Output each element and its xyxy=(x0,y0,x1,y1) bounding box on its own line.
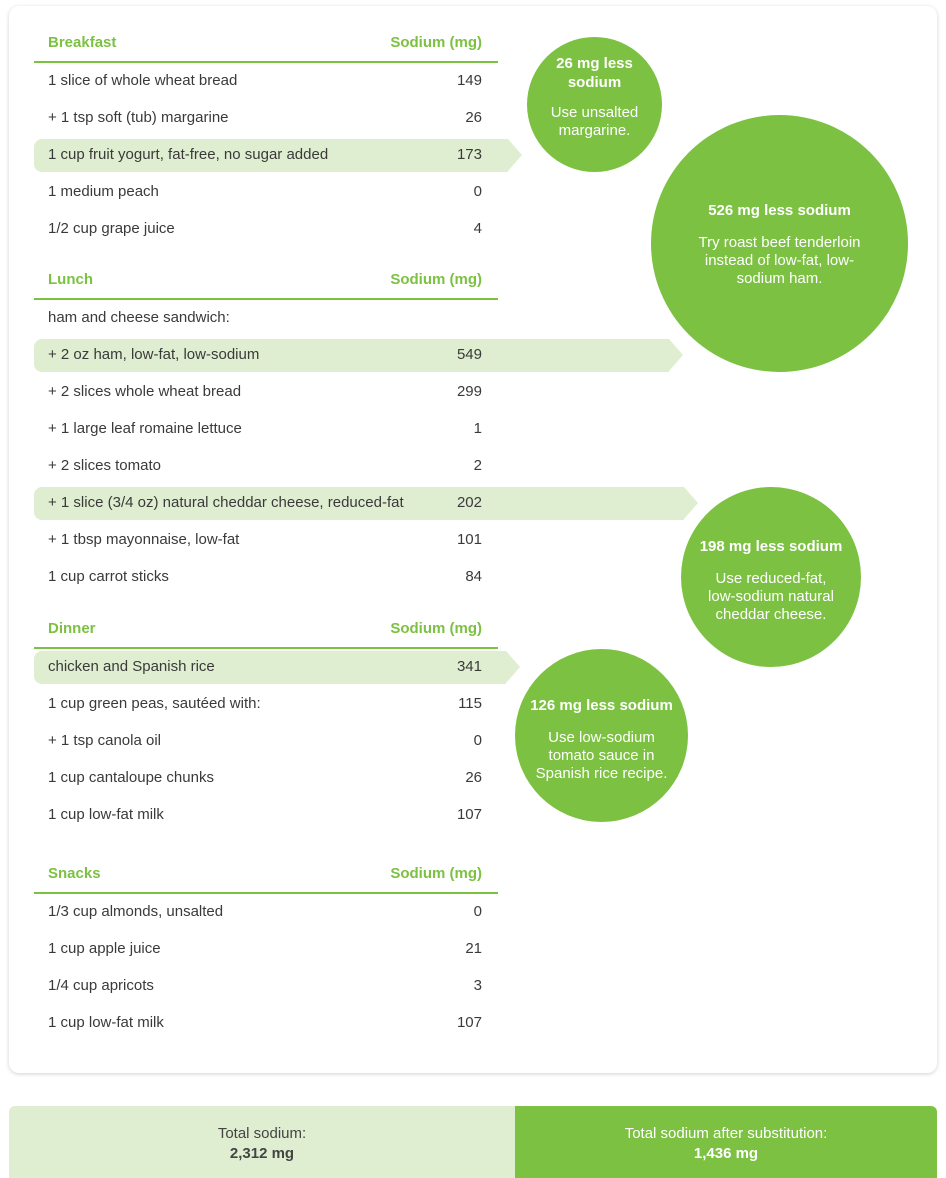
item-sodium: 2 xyxy=(473,457,482,474)
item-name: + 1 tsp canola oil xyxy=(48,732,161,749)
total-sodium-value: 2,312 mg xyxy=(229,1145,295,1162)
item-name: 1 slice of whole wheat bread xyxy=(48,72,238,89)
table-row-highlighted xyxy=(34,485,498,522)
table-row xyxy=(34,174,498,211)
item-name: + 1 tsp soft (tub) margarine xyxy=(48,109,229,126)
item-sodium: 0 xyxy=(473,903,482,920)
item-sodium: 115 xyxy=(458,695,482,712)
section-header xyxy=(34,264,498,300)
item-sodium: 1 xyxy=(473,420,482,437)
section-title: Dinner xyxy=(48,620,96,637)
tip-title: 198 mg less sodium xyxy=(699,538,843,555)
tip-title: 126 mg less sodium xyxy=(530,697,673,714)
item-sodium: 202 xyxy=(456,494,482,511)
item-sodium: 173 xyxy=(456,146,482,163)
table-row-highlighted xyxy=(34,649,498,686)
table-row-highlighted xyxy=(34,337,498,374)
item-name: + 1 tbsp mayonnaise, low-fat xyxy=(48,531,240,548)
item-name: + 2 slices whole wheat bread xyxy=(48,383,242,400)
item-sodium: 4 xyxy=(473,220,482,237)
item-sodium: 107 xyxy=(456,1014,482,1031)
item-sodium: 0 xyxy=(473,732,482,749)
highlight-arrow xyxy=(669,339,683,371)
section-title: Lunch xyxy=(48,271,93,288)
tip-body: Try roast beef tenderloin instead of low-fat, low-sodium ham. xyxy=(698,234,861,287)
section-header xyxy=(34,858,498,894)
item-name: 1/2 cup grape juice xyxy=(48,220,175,237)
item-sodium: 107 xyxy=(456,806,482,823)
item-sodium: 0 xyxy=(473,183,482,200)
tip-title: 26 mg less sodium xyxy=(556,55,633,91)
item-sodium: 149 xyxy=(456,72,482,89)
section-header xyxy=(34,613,498,649)
item-name: ham and cheese sandwich: xyxy=(48,309,230,326)
table-row xyxy=(34,411,498,448)
tip-circle-ham xyxy=(651,115,908,372)
total-after-value: 1,436 mg xyxy=(693,1145,759,1162)
table-row xyxy=(34,797,498,834)
total-after-label: Total sodium after substitution: xyxy=(624,1125,828,1142)
tip-circle-margarine xyxy=(527,37,662,172)
column-header: Sodium (mg) xyxy=(390,865,482,882)
item-name: + 2 slices tomato xyxy=(48,457,161,474)
table-row-highlighted xyxy=(34,137,498,174)
item-name: 1/3 cup almonds, unsalted xyxy=(48,903,224,920)
item-name: 1 cup green peas, sautéed with: xyxy=(48,695,261,712)
item-sodium: 26 xyxy=(465,769,482,786)
column-header: Sodium (mg) xyxy=(390,34,482,51)
item-name: 1 cup carrot sticks xyxy=(48,568,169,585)
section-snacks xyxy=(34,858,498,1042)
item-name: 1 cup fruit yogurt, fat-free, no sugar added xyxy=(48,146,329,163)
table-row xyxy=(34,760,498,797)
tip-circle-rice xyxy=(515,649,688,822)
tip-body: Use unsalted margarine. xyxy=(550,104,639,139)
tip-title: 526 mg less sodium xyxy=(708,202,851,219)
column-header: Sodium (mg) xyxy=(390,271,482,288)
section-title: Breakfast xyxy=(48,34,117,51)
table-row xyxy=(34,374,498,411)
item-name: + 1 large leaf romaine lettuce xyxy=(48,420,242,437)
table-row xyxy=(34,300,498,337)
tip-circle-cheese xyxy=(681,487,861,667)
item-name: 1 cup apple juice xyxy=(48,940,161,957)
table-row xyxy=(34,100,498,137)
totals-bar xyxy=(9,1106,937,1178)
item-name: 1 medium peach xyxy=(48,183,159,200)
item-sodium: 101 xyxy=(456,531,482,548)
highlight-arrow xyxy=(506,651,520,683)
table-row xyxy=(34,63,498,100)
table-row xyxy=(34,1005,498,1042)
table-row xyxy=(34,448,498,485)
item-sodium: 26 xyxy=(465,109,482,126)
item-name: 1/4 cup apricots xyxy=(48,977,154,994)
table-row xyxy=(34,522,498,559)
tip-body: Use reduced-fat, low-sodium natural cheddar cheese. xyxy=(708,570,834,623)
section-header xyxy=(34,27,498,63)
item-name: 1 cup low-fat milk xyxy=(48,1014,164,1031)
table-row xyxy=(34,723,498,760)
item-sodium: 299 xyxy=(456,383,482,400)
table-row xyxy=(34,931,498,968)
section-breakfast xyxy=(34,27,498,248)
item-name: + 1 slice (3/4 oz) natural cheddar cheese, reduced-fat xyxy=(48,494,404,511)
item-sodium: 21 xyxy=(465,940,482,957)
total-sodium-label: Total sodium: xyxy=(217,1125,307,1142)
item-name: 1 cup low-fat milk xyxy=(48,806,164,823)
table-row xyxy=(34,559,498,596)
table-row xyxy=(34,894,498,931)
section-lunch xyxy=(34,264,498,596)
table-row xyxy=(34,211,498,248)
item-name: + 2 oz ham, low-fat, low-sodium xyxy=(48,346,260,363)
total-after-substitution-box xyxy=(515,1106,937,1178)
item-sodium: 84 xyxy=(465,568,482,585)
highlight-arrow xyxy=(684,487,698,519)
section-title: Snacks xyxy=(48,865,101,882)
section-dinner xyxy=(34,613,498,834)
tip-body: Use low-sodium tomato sauce in Spanish rice recipe. xyxy=(535,729,668,782)
highlight-arrow xyxy=(508,139,522,171)
table-row xyxy=(34,968,498,1005)
item-name: 1 cup cantaloupe chunks xyxy=(48,769,214,786)
item-sodium: 341 xyxy=(456,658,482,675)
item-sodium: 549 xyxy=(456,346,482,363)
table-row xyxy=(34,686,498,723)
column-header: Sodium (mg) xyxy=(390,620,482,637)
total-sodium-box xyxy=(9,1106,515,1178)
item-sodium: 3 xyxy=(473,977,482,994)
item-name: chicken and Spanish rice xyxy=(48,658,215,675)
